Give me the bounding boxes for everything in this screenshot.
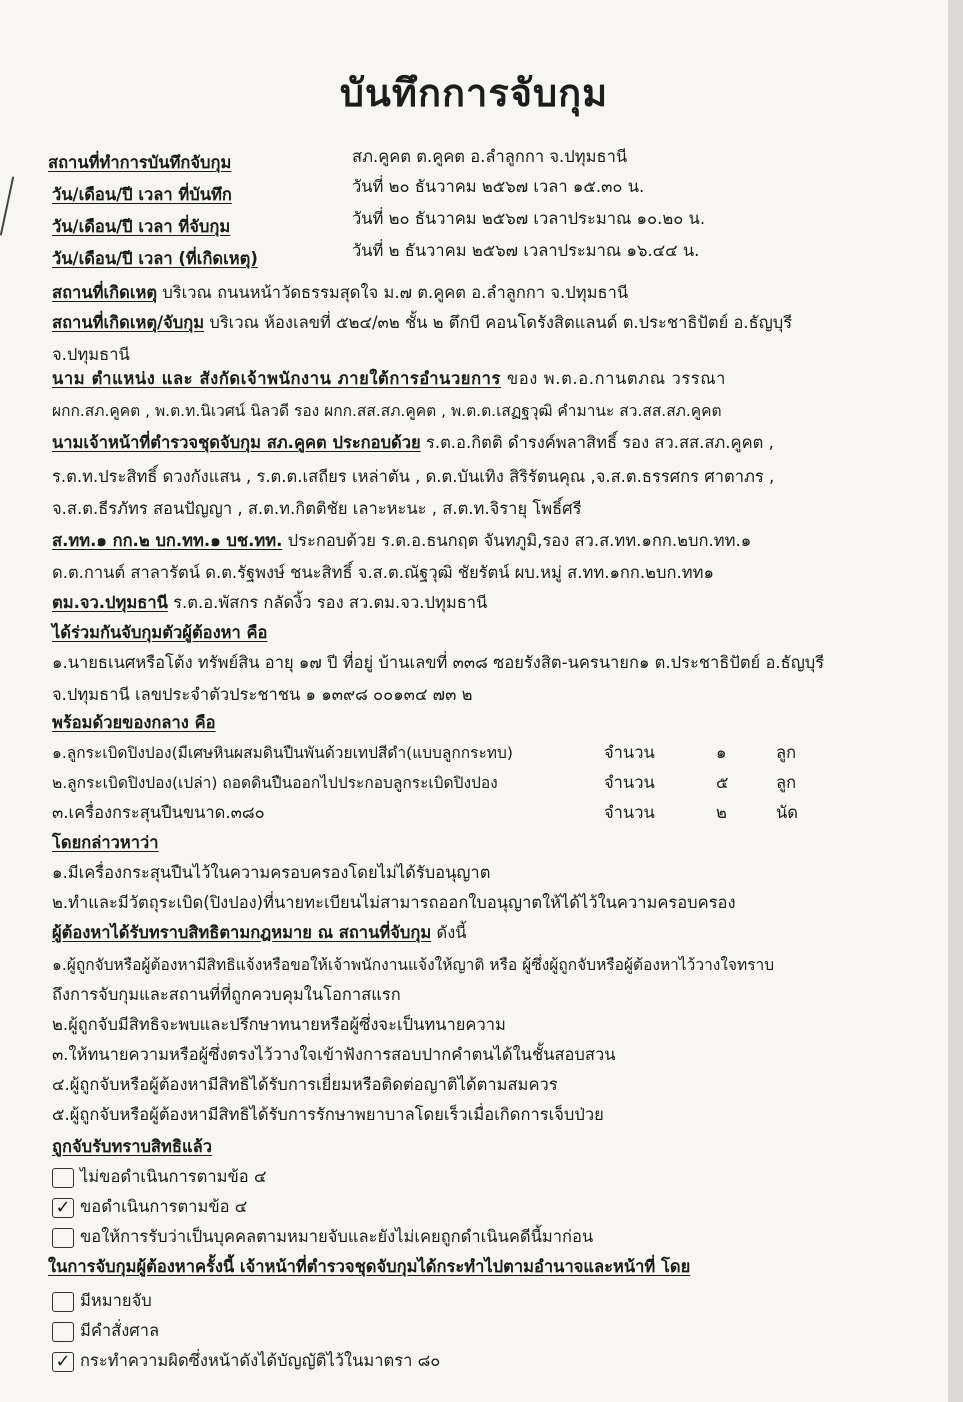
check-icon: ✓ bbox=[55, 1351, 71, 1372]
evidence-qty: ๕ bbox=[716, 773, 729, 792]
pen-mark bbox=[0, 176, 14, 235]
evidence-heading: พร้อมด้วยของกลาง คือ bbox=[52, 713, 216, 732]
suspect-line2: จ.ปทุมธานี เลขประจำตัวประชาชน ๑ ๑๓๙๘ ๐๐๑๓๔ ๗๓ ๒ bbox=[52, 685, 473, 704]
checkbox-no-action[interactable] bbox=[52, 1168, 74, 1188]
arrest-date-value: วันที่ ๒๐ ธันวาคม ๒๕๖๗ เวลาประมาณ ๑๐.๒๐ น. bbox=[352, 209, 706, 228]
bomb-unit-label: ส.ทท.๑ กก.๒ บก.ทท.๑ บช.ทท. bbox=[52, 531, 283, 550]
team-row bbox=[52, 432, 774, 454]
check-icon: ✓ bbox=[55, 1197, 71, 1218]
record-date-label: วัน/เดือน/ปี เวลา ที่บันทึก bbox=[52, 185, 232, 204]
bomb-unit-value: ประกอบด้วย ร.ต.อ.ธนกฤต จันทภูมิ,รอง สว.ส.ทท.๑กก.๒บก.ทท.๑ bbox=[287, 531, 752, 550]
rights-heading-tail: ดังนี้ bbox=[436, 923, 467, 942]
evidence-qty-label: จำนวน bbox=[604, 743, 655, 762]
team-line2: ร.ต.ท.ประสิทธิ์ ดวงกังแสน , ร.ต.ต.เสถียร เหล่าตัน , ด.ต.บันเทิง สิริรัตนคุณ ,จ.ส.ต.ธรรศกร ศาตาภร , bbox=[52, 467, 775, 486]
bomb-unit-line2: ด.ต.กานต์ สาลารัตน์ ด.ต.รัฐพงษ์ ชนะสิทธิ์ จ.ส.ต.ณัฐวุฒิ ชัยรัตน์ ผบ.หมู่ ส.ทท.๑กก.๒บก.ทท๑ bbox=[52, 563, 714, 582]
evidence-item-desc: ๓.เครื่องกระสุนปืนขนาด.๓๘๐ bbox=[52, 803, 265, 822]
rights-item: ๔.ผู้ถูกจับหรือผู้ต้องหามีสิทธิได้รับการเยี่ยมหรือติดต่อญาติได้ตามสมควร bbox=[52, 1075, 558, 1094]
scene-value: บริเวณ ถนนหน้าวัดธรรมสุดใจ ม.๗ ต.คูคต อ.ลำลูกกา จ.ปทุมธานี bbox=[162, 283, 629, 302]
option-label: ไม่ขอดำเนินการตามข้อ ๔ bbox=[80, 1167, 267, 1186]
evidence-item-desc: ๑.ลูกระเบิดปิงปอง(มีเศษหินผสมดินปืนพันด้วยเทปสีดำ(แบบลูกกระทบ) bbox=[52, 744, 513, 762]
arrest-date-label: วัน/เดือน/ปี เวลา ที่จับกุม bbox=[52, 217, 231, 236]
arrest-scene-row bbox=[52, 312, 792, 334]
authority-heading: ในการจับกุมผู้ต้องหาครั้งนี้ เจ้าหน้าที่ตำรวจชุดจับกุมได้กระทำไปตามอำนาจและหน้าที่ โดย bbox=[48, 1257, 691, 1276]
option-label: ขอดำเนินการตามข้อ ๔ bbox=[80, 1197, 248, 1216]
suspect-line1: ๑.นายธเนศหรือโต้ง ทรัพย์สิน อายุ ๑๗ ปี ที่อยู่ บ้านเลขที่ ๓๓๘ ซอยรังสิต-นครนายก๑ ต.ประชาธิปัตย์ อ.ธัญบุรี bbox=[52, 653, 825, 672]
page-edge bbox=[948, 0, 963, 1402]
scene-label: สถานที่เกิดเหตุ bbox=[52, 283, 158, 302]
arrest-scene-label: สถานที่เกิดเหตุ/จับกุม bbox=[52, 313, 205, 332]
scene-row bbox=[52, 282, 628, 304]
arrest-scene-value-cont: จ.ปทุมธานี bbox=[52, 345, 130, 364]
arrest-scene-value: บริเวณ ห้องเลขที่ ๕๒๔/๓๒ ชั้น ๒ ตึกบี คอนโดรังสิตแลนด์ ต.ประชาธิปัตย์ อ.ธัญบุรี bbox=[209, 313, 793, 332]
checkbox-flagrant[interactable] bbox=[52, 1352, 74, 1372]
rights-item: ๓.ให้ทนายความหรือผู้ซึ่งตรงไว้วางใจเข้าฟังการสอบปากคำตนได้ในชั้นสอบสวน bbox=[52, 1045, 616, 1064]
charges-heading: โดยกล่าวหาว่า bbox=[52, 833, 159, 852]
document-title: บันทึกการจับกุม bbox=[339, 71, 609, 115]
team-line3: จ.ส.ต.ธีรภัทร สอนปัญญา , ส.ต.ท.กิตติชัย เลาะหะนะ , ส.ต.ท.จิรายุ โพธิ์ศรี bbox=[52, 499, 582, 518]
rights-heading: ผู้ต้องหาได้รับทราบสิทธิตามกฎหมาย ณ สถานที่จับกุม bbox=[52, 923, 432, 942]
evidence-qty-label: จำนวน bbox=[604, 773, 655, 792]
checkbox-confirm-identity[interactable] bbox=[52, 1228, 74, 1248]
incident-date-value: วันที่ ๒ ธันวาคม ๒๕๖๗ เวลาประมาณ ๑๖.๔๔ น. bbox=[352, 241, 700, 260]
evidence-unit: ลูก bbox=[776, 773, 797, 792]
officers-label: นาม ตำแหน่ง และ สังกัดเจ้าพนักงาน ภายใต้การอำนวยการ bbox=[52, 369, 501, 388]
rights-item: ถึงการจับกุมและสถานที่ที่ถูกควบคุมในโอกาสแรก bbox=[52, 985, 401, 1004]
evidence-unit: ลูก bbox=[776, 743, 797, 762]
checkbox-request-action[interactable] bbox=[52, 1198, 74, 1218]
bomb-unit-row bbox=[52, 530, 751, 552]
checkbox-warrant[interactable] bbox=[52, 1292, 74, 1312]
evidence-item-desc: ๒.ลูกระเบิดปิงปอง(เปล่า) ถอดดินปืนออกไปประกอบลูกระเบิดปิงปอง bbox=[52, 774, 498, 792]
team-value: ร.ต.อ.กิตติ ดำรงค์พลาสิทธิ์ รอง สว.สส.สภ.คูคต , bbox=[425, 433, 774, 452]
place-recorded-label: สถานที่ทำการบันทึกจับกุม bbox=[48, 153, 232, 172]
option-label: ขอให้การรับว่าเป็นบุคคลตามหมายจับและยังไม่เคยถูกดำเนินคดีนี้มาก่อน bbox=[80, 1227, 594, 1246]
acknowledged-heading: ถูกจับรับทราบสิทธิแล้ว bbox=[52, 1137, 212, 1156]
evidence-unit: นัด bbox=[776, 803, 798, 822]
option-label: กระทำความผิดซึ่งหน้าดังได้บัญญัติไว้ในมาตรา ๘๐ bbox=[80, 1351, 441, 1370]
immigration-label: ตม.จว.ปทุมธานี bbox=[52, 593, 168, 612]
immigration-row bbox=[52, 592, 487, 614]
evidence-qty-label: จำนวน bbox=[604, 803, 655, 822]
checkbox-court-order[interactable] bbox=[52, 1322, 74, 1342]
officers-row bbox=[52, 368, 726, 390]
evidence-qty: ๒ bbox=[716, 803, 727, 822]
team-label: นามเจ้าหน้าที่ตำรวจชุดจับกุม สภ.คูคต ประกอบด้วย bbox=[52, 433, 421, 452]
option-label: มีคำสั่งศาล bbox=[80, 1321, 160, 1340]
rights-heading-row bbox=[52, 922, 467, 944]
charge-item: ๒.ทำและมีวัตถุระเบิด(ปิงปอง)ที่นายทะเบียนไม่สามารถออกใบอนุญาตให้ได้ไว้ในความครอบครอง bbox=[52, 893, 736, 912]
option-label: มีหมายจับ bbox=[80, 1291, 152, 1310]
incident-date-label: วัน/เดือน/ปี เวลา (ที่เกิดเหตุ) bbox=[52, 249, 258, 268]
rights-item: ๒.ผู้ถูกจับมีสิทธิจะพบและปรึกษาทนายหรือผู้ซึ่งจะเป็นทนายความ bbox=[52, 1015, 506, 1034]
rights-item: ๕.ผู้ถูกจับหรือผู้ต้องหามีสิทธิได้รับการรักษาพยาบาลโดยเร็วเมื่อเกิดการเจ็บป่วย bbox=[52, 1105, 604, 1124]
officers-value: ของ พ.ต.อ.กานตภณ วรรณา bbox=[506, 369, 727, 388]
charge-item: ๑.มีเครื่องกระสุนปืนไว้ในความครอบครองโดยไม่ได้รับอนุญาต bbox=[52, 863, 491, 882]
officers-line2: ผกก.สภ.คูคต , พ.ต.ท.นิเวศน์ นิลวดี รอง ผกก.สส.สภ.คูคต , พ.ต.ต.เสฏฐวุฒิ คำมานะ สว.สส.สภ.คูคต bbox=[52, 402, 722, 420]
evidence-qty: ๑ bbox=[716, 743, 727, 762]
rights-item: ๑.ผู้ถูกจับหรือผู้ต้องหามีสิทธิแจ้งหรือขอให้เจ้าพนักงานแจ้งให้ญาติ หรือ ผู้ซึ่งผู้ถูกจับหรือผู้ต้องหาไว้วางใจทราบ bbox=[52, 956, 775, 974]
place-recorded-value: สภ.คูคต ต.คูคต อ.ลำลูกกา จ.ปทุมธานี bbox=[352, 147, 628, 166]
suspect-heading: ได้ร่วมกันจับกุมตัวผู้ต้องหา คือ bbox=[52, 623, 268, 642]
immigration-value: ร.ต.อ.พัสกร กลัดงิ้ว รอง สว.ตม.จว.ปทุมธานี bbox=[173, 593, 488, 612]
record-date-value: วันที่ ๒๐ ธันวาคม ๒๕๖๗ เวลา ๑๕.๓๐ น. bbox=[352, 177, 645, 196]
